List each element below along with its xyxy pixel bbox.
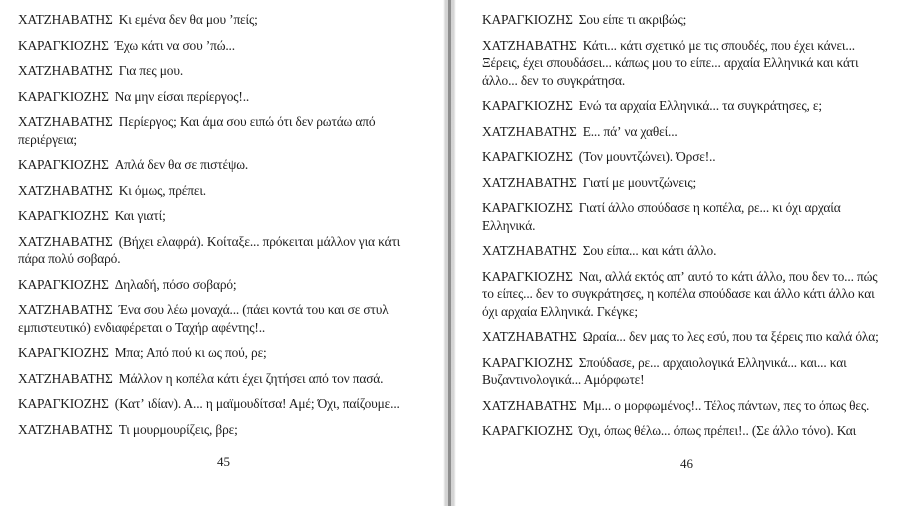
dialogue-paragraph xyxy=(18,207,429,225)
speaker-name: ΚΑΡΑΓΚΙΟΖΗΣ xyxy=(482,149,573,164)
dialogue-text: Ωραία... δεν μας το λες εσύ, που τα ξέρεις πιο καλά όλα; xyxy=(582,329,879,344)
dialogue-paragraph xyxy=(18,344,429,362)
dialogue-text: Ε... πάʼ να χαθεί... xyxy=(582,123,678,139)
speaker-name: ΧΑΤΖΗΑΒΑΤΗΣ xyxy=(18,182,113,198)
dialogue-paragraph xyxy=(482,242,891,260)
page-spine-divider xyxy=(443,0,456,506)
speaker-name: ΚΑΡΑΓΚΙΟΖΗΣ xyxy=(18,345,109,360)
speaker-name: ΚΑΡΑΓΚΙΟΖΗΣ xyxy=(482,98,573,113)
speaker-name: ΧΑΤΖΗΑΒΑΤΗΣ xyxy=(482,243,577,258)
dialogue-paragraph xyxy=(482,199,891,234)
dialogue-text: Απλά δεν θα σε πιστέψω. xyxy=(114,157,249,172)
speaker-name: ΧΑΤΖΗΑΒΑΤΗΣ xyxy=(482,397,577,413)
dialogue-text: Περίεργος; Και άμα σου ειπώ ότι δεν ρωτάω από περιέργεια; xyxy=(18,114,376,147)
dialogue-paragraph xyxy=(18,395,429,413)
dialogue-paragraph xyxy=(18,37,429,55)
dialogue-text: (Βήχει ελαφρά). Κοίταξε... πρόκειται μάλλον για κάτι πάρα πολύ σοβαρό. xyxy=(18,233,401,266)
dialogue-paragraph xyxy=(482,354,891,389)
dialogue-paragraph xyxy=(18,182,429,200)
dialogue-paragraph xyxy=(482,422,891,440)
speaker-name: ΚΑΡΑΓΚΙΟΖΗΣ xyxy=(18,157,109,172)
dialogue-paragraph xyxy=(482,397,891,415)
speaker-name: ΚΑΡΑΓΚΙΟΖΗΣ xyxy=(18,37,109,53)
speaker-name: ΧΑΤΖΗΑΒΑΤΗΣ xyxy=(18,370,113,386)
dialogue-paragraph xyxy=(482,268,891,321)
dialogue-paragraph xyxy=(18,88,429,106)
dialogue-paragraph xyxy=(482,11,891,29)
dialogue-text: Γιατί άλλο σπούδασε η κοπέλα, ρε... κι όχι αρχαία Ελληνικά. xyxy=(482,200,841,233)
dialogue-text: Δηλαδή, πόσο σοβαρό; xyxy=(114,276,237,292)
dialogue-paragraph xyxy=(18,276,429,294)
dialogue-text: Να μην είσαι περίεργος!.. xyxy=(114,88,250,104)
speaker-name: ΚΑΡΑΓΚΙΟΖΗΣ xyxy=(482,423,573,438)
dialogue-text: Μπα; Από πού κι ως πού, ρε; xyxy=(114,345,267,360)
speaker-name: ΚΑΡΑΓΚΙΟΖΗΣ xyxy=(18,396,109,411)
dialogue-paragraph xyxy=(18,113,429,148)
dialogue-text: Γιατί με μουντζώνεις; xyxy=(582,174,697,190)
dialogue-paragraph xyxy=(482,37,891,90)
speaker-name: ΧΑΤΖΗΑΒΑΤΗΣ xyxy=(18,12,113,27)
dialogue-text: Σου είπε τι ακριβώς; xyxy=(578,12,687,27)
page-right-text xyxy=(482,11,891,448)
dialogue-text: Σπούδασε, ρε... αρχαιολογικά Ελληνικά... και... και Βυζαντινολογικά... Αμόρφωτε! xyxy=(482,354,847,387)
dialogue-text: Κι εμένα δεν θα μου ʼπείς; xyxy=(118,12,258,27)
dialogue-text: (Τον μουντζώνει). Όρσε!.. xyxy=(578,149,716,164)
dialogue-paragraph xyxy=(18,156,429,174)
speaker-name: ΧΑΤΖΗΑΒΑΤΗΣ xyxy=(482,329,577,344)
dialogue-text: Τι μουρμουρίζεις, βρε; xyxy=(118,421,238,437)
speaker-name: ΧΑΤΖΗΑΒΑΤΗΣ xyxy=(18,233,113,249)
dialogue-paragraph xyxy=(18,233,429,268)
dialogue-text: Κι όμως, πρέπει. xyxy=(118,182,207,198)
dialogue-paragraph xyxy=(18,301,429,336)
dialogue-paragraph xyxy=(482,174,891,192)
dialogue-paragraph xyxy=(18,421,429,439)
dialogue-text: Όχι, όπως θέλω... όπως πρέπει!.. (Σε άλλο τόνο). Και xyxy=(578,423,857,438)
page-left-text xyxy=(18,11,429,446)
speaker-name: ΚΑΡΑΓΚΙΟΖΗΣ xyxy=(18,88,109,104)
speaker-name: ΚΑΡΑΓΚΙΟΖΗΣ xyxy=(482,354,573,370)
page-number-right: 46 xyxy=(680,455,693,471)
speaker-name: ΧΑΤΖΗΑΒΑΤΗΣ xyxy=(18,302,113,317)
dialogue-text: Κάτι... κάτι σχετικό με τις σπουδές, που έχει κάνει... Ξέρεις, έχει σπουδάσει... κάπως μου το είπε... αρχαία Ελληνικά και κάτι άλλο... δεν το συγκράτησα. xyxy=(482,37,859,88)
dialogue-paragraph xyxy=(18,11,429,29)
page-right xyxy=(456,0,901,506)
dialogue-text: Και γιατί; xyxy=(114,208,166,223)
dialogue-paragraph xyxy=(482,97,891,115)
speaker-name: ΧΑΤΖΗΑΒΑΤΗΣ xyxy=(482,37,577,53)
dialogue-text: Για πες μου. xyxy=(118,63,184,78)
dialogue-text: Μμ... ο μορφωμένος!.. Τέλος πάντων, πες το όπως θες. xyxy=(582,397,870,413)
speaker-name: ΚΑΡΑΓΚΙΟΖΗΣ xyxy=(482,12,573,27)
dialogue-paragraph xyxy=(482,328,891,346)
dialogue-paragraph xyxy=(482,148,891,166)
page-number-left: 45 xyxy=(217,454,230,469)
speaker-name: ΚΑΡΑΓΚΙΟΖΗΣ xyxy=(18,276,109,292)
dialogue-paragraph xyxy=(482,123,891,141)
speaker-name: ΧΑΤΖΗΑΒΑΤΗΣ xyxy=(18,421,113,437)
speaker-name: ΧΑΤΖΗΑΒΑΤΗΣ xyxy=(18,63,113,78)
speaker-name: ΚΑΡΑΓΚΙΟΖΗΣ xyxy=(482,268,573,284)
dialogue-text: Ναι, αλλά εκτός απʼ αυτό το κάτι άλλο, που δεν το... πώς το είπες... δεν το συγκράτησες, η κοπέλα σπούδασε και άλλο κάτι άλλο και όχι αρχαία Ελληνικά. Γκέγκε; xyxy=(482,268,878,319)
dialogue-paragraph xyxy=(18,62,429,80)
dialogue-text: Σου είπα... και κάτι άλλο. xyxy=(582,243,717,258)
dialogue-text: Μάλλον η κοπέλα κάτι έχει ζητήσει από τον πασά. xyxy=(118,370,384,386)
dialogue-text: (Κατʼ ιδίαν). Α... η μαϊμουδίτσα! Αμέ; Όχι, παίζουμε... xyxy=(114,396,400,411)
speaker-name: ΧΑΤΖΗΑΒΑΤΗΣ xyxy=(482,174,577,190)
dialogue-text: Ένα σου λέω μοναχά... (πάει κοντά του και σε στυλ εμπιστευτικό) ενδιαφέρεται ο Ταχήρ αφέντης!.. xyxy=(18,302,389,335)
speaker-name: ΧΑΤΖΗΑΒΑΤΗΣ xyxy=(482,123,577,139)
speaker-name: ΧΑΤΖΗΑΒΑΤΗΣ xyxy=(18,114,113,129)
speaker-name: ΚΑΡΑΓΚΙΟΖΗΣ xyxy=(482,200,573,215)
dialogue-text: Έχω κάτι να σου ʼπώ... xyxy=(114,37,235,53)
dialogue-paragraph xyxy=(18,370,429,388)
dialogue-text: Ενώ τα αρχαία Ελληνικά... τα συγκράτησες, ε; xyxy=(578,98,822,113)
page-left xyxy=(0,0,443,506)
speaker-name: ΚΑΡΑΓΚΙΟΖΗΣ xyxy=(18,208,109,223)
